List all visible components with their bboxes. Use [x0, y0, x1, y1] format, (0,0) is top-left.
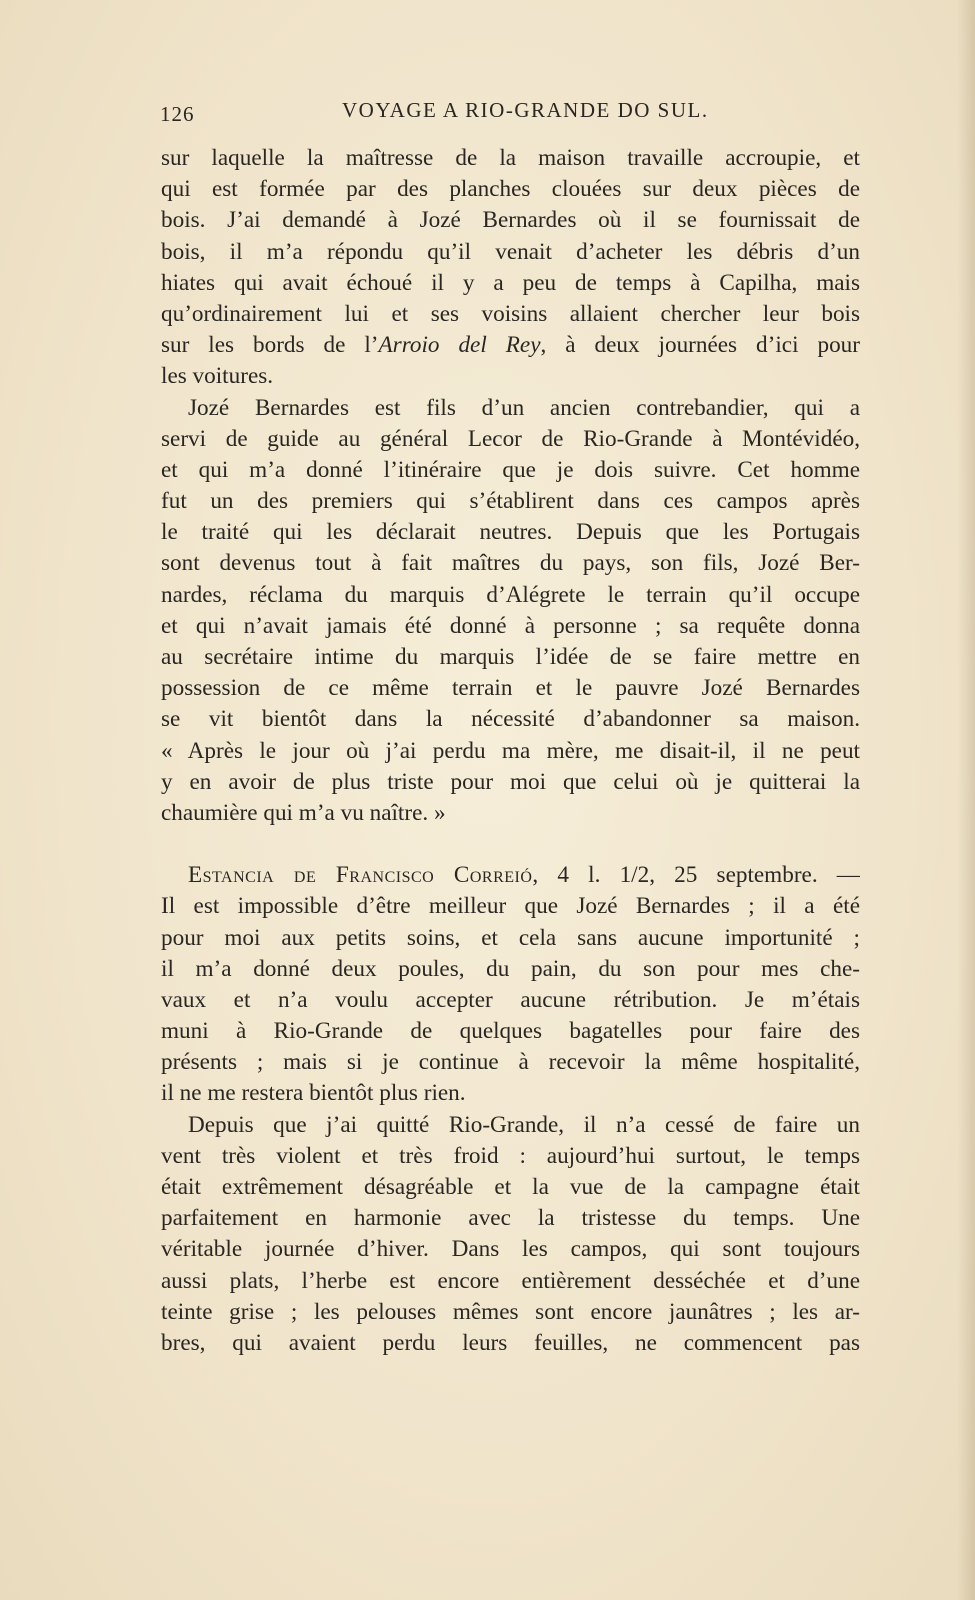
text-line: sur laquelle la maîtresse de la maison travaille accroupie, et	[161, 145, 860, 171]
text-segment: , à deux journées d’ici pour	[540, 332, 860, 359]
text-line: pour moi aux petits soins, et cela sans aucune importunité ;	[161, 924, 860, 951]
text-line: et qui n’avait jamais été donné à personne ; sa requête donna	[161, 612, 860, 639]
page-number: 126	[160, 102, 195, 126]
text-line: y en avoir de plus triste pour moi que celui où je quitterai la	[161, 768, 860, 795]
text-line: les voitures.	[161, 363, 274, 390]
text-line: teinte grise ; les pelouses mêmes sont encore jaunâtres ; les ar-	[161, 1298, 860, 1325]
text-line: muni à Rio-Grande de quelques bagatelles pour faire des	[161, 1018, 860, 1045]
text-line: présents ; mais si je continue à recevoir la même hospitalité,	[161, 1049, 860, 1076]
text-line: il m’a donné deux poules, du pain, du son pour mes che-	[161, 955, 860, 982]
text-segment: , 4 l. 1/2, 25 septembre. —	[532, 862, 860, 889]
section-gap	[161, 829, 860, 860]
text-line: « Après le jour où j’ai perdu ma mère, me disait-il, il ne peut	[161, 737, 860, 764]
running-header	[160, 98, 860, 130]
text-line: au secrétaire intime du marquis l’idée de se faire mettre en	[161, 644, 860, 670]
text-line: servi de guide au général Lecor de Rio-Grande à Montévidéo,	[161, 425, 860, 452]
text-line: le traité qui les déclarait neutres. Depuis que les Portugais	[161, 519, 860, 546]
text-line: Jozé Bernardes est fils d’un ancien contrebandier, qui a	[188, 394, 860, 421]
text-line: parfaitement en harmonie avec la tristesse du temps. Une	[161, 1205, 860, 1232]
text-line: véritable journée d’hiver. Dans les campos, qui sont toujours	[161, 1236, 860, 1263]
text-line: vent très violent et très froid : aujourd’hui surtout, le temps	[161, 1142, 860, 1169]
text-line: il ne me restera bientôt plus rien.	[161, 1080, 466, 1107]
entry-heading: Estancia de Francisco Correió	[188, 862, 533, 889]
text-line: bois, il m’a répondu qu’il venait d’acheter les débris d’un	[161, 238, 860, 265]
text-line: bois. J’ai demandé à Jozé Bernardes où il se fournissait de	[161, 207, 860, 234]
text-line: qu’ordinairement lui et ses voisins allaient chercher leur bois	[161, 300, 860, 327]
text-line	[161, 330, 860, 361]
text-line: était extrêmement désagréable et la vue de la campagne était	[161, 1174, 860, 1200]
text-line: sont devenus tout à fait maîtres du pays, son fils, Jozé Ber-	[161, 550, 860, 577]
italic-place-name: Arroio del Rey	[378, 332, 541, 359]
text-line: possession de ce même terrain et le pauvre Jozé Bernardes	[161, 675, 860, 702]
body-text	[161, 143, 860, 1359]
page-edge-shadow	[957, 0, 975, 1600]
text-line	[161, 860, 860, 891]
running-title: VOYAGE A RIO-GRANDE DO SUL.	[342, 98, 709, 122]
text-segment: sur les bords de l’	[161, 332, 379, 359]
text-line: Il est impossible d’être meilleur que Jozé Bernardes ; il a été	[161, 893, 860, 920]
text-line: nardes, réclama du marquis d’Alégrete le terrain qu’il occupe	[161, 581, 860, 608]
text-line: se vit bientôt dans la nécessité d’abandonner sa maison.	[161, 706, 860, 733]
text-line: et qui m’a donné l’itinéraire que je dois suivre. Cet homme	[161, 456, 860, 483]
text-line: qui est formée par des planches clouées sur deux pièces de	[161, 176, 860, 203]
text-line: chaumière qui m’a vu naître. »	[161, 799, 446, 826]
text-line: Depuis que j’ai quitté Rio-Grande, il n’a cessé de faire un	[188, 1111, 860, 1138]
text-line: bres, qui avaient perdu leurs feuilles, ne commencent pas	[161, 1329, 860, 1356]
text-line: fut un des premiers qui s’établirent dans ces campos après	[161, 488, 860, 515]
text-line: vaux et n’a voulu accepter aucune rétribution. Je m’étais	[161, 986, 860, 1013]
text-line: aussi plats, l’herbe est encore entièrement desséchée et d’une	[161, 1267, 860, 1294]
text-line: hiates qui avait échoué il y a peu de temps à Capilha, mais	[161, 269, 860, 296]
